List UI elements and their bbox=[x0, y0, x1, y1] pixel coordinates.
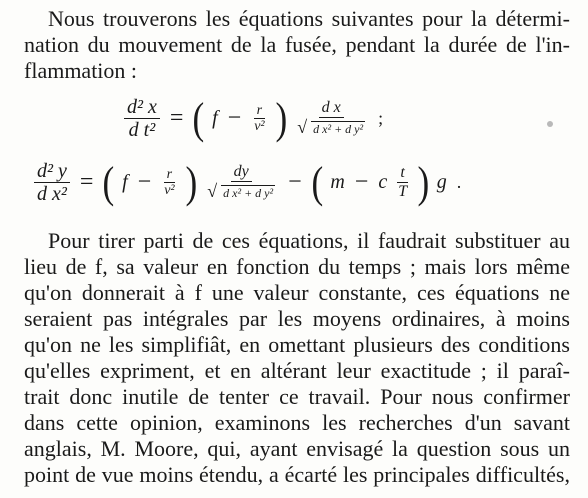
arc-length-radical bbox=[294, 118, 368, 138]
minus-sign: − bbox=[288, 169, 302, 195]
text-line: flammation : bbox=[24, 58, 138, 83]
equation-x bbox=[120, 93, 384, 143]
T-denominator: T bbox=[398, 183, 408, 200]
equals-sign: = bbox=[79, 169, 94, 195]
close-paren: ) bbox=[417, 157, 430, 207]
lhs-numerator: d² y bbox=[34, 160, 70, 183]
lhs-denominator: d x² bbox=[37, 183, 67, 205]
close-paren: ) bbox=[185, 157, 197, 207]
equation-punctuation: ; bbox=[378, 108, 384, 128]
t-over-T-fraction bbox=[395, 164, 410, 200]
text-line: dans cette opinion, examinons les recherches d'un savant bbox=[24, 410, 570, 435]
text-line: anglais, M. Moore, qui, ayant envisagé la question sous un bbox=[24, 436, 570, 461]
arc-length-radical bbox=[204, 182, 278, 202]
lhs-fraction bbox=[124, 96, 160, 141]
dy-over-ds-fraction bbox=[204, 163, 278, 201]
variable-c: c bbox=[378, 171, 388, 193]
dx-over-ds-fraction bbox=[294, 99, 368, 137]
minus-sign: − bbox=[354, 169, 369, 195]
text-line: lieu de f, sa valeur en fonction du temps ; mais lors même bbox=[24, 254, 570, 279]
open-paren: ( bbox=[102, 157, 115, 207]
r-numerator: r bbox=[254, 103, 265, 119]
radicand: d x² + d y² bbox=[313, 122, 364, 136]
text-line: Pour tirer parti de ces équations, il faudrait substituer au bbox=[48, 228, 570, 253]
radical-sign: √ bbox=[297, 117, 308, 137]
radicand: d x² + d y² bbox=[223, 186, 274, 200]
text-line: qu'on ne les simplifiât, en omettant plusieurs des conditions bbox=[24, 332, 570, 357]
close-paren: ) bbox=[275, 93, 287, 143]
text-line: nation du mouvement de la fusée, pendant la durée de l'in- bbox=[24, 32, 570, 57]
r-numerator: r bbox=[164, 167, 175, 183]
v2-denominator: v² bbox=[164, 183, 175, 198]
body-paragraph bbox=[24, 228, 570, 488]
equation-y bbox=[30, 157, 462, 207]
variable-g: g bbox=[436, 171, 447, 193]
equals-sign: = bbox=[169, 105, 184, 131]
equation-punctuation: . bbox=[456, 172, 462, 192]
r-over-v2-fraction bbox=[251, 103, 267, 135]
ink-speck bbox=[547, 121, 553, 127]
t-numerator: t bbox=[397, 164, 407, 183]
variable-f: f bbox=[212, 107, 218, 129]
open-paren: ( bbox=[311, 157, 323, 207]
lhs-numerator: d² x bbox=[124, 96, 160, 119]
dy-numerator: dy bbox=[231, 163, 252, 182]
text-line: qu'on donnerait à f une valeur constante, ces équations ne bbox=[24, 280, 570, 305]
text-line: Nous trouverons les équations suivantes pour la détermi- bbox=[48, 6, 570, 31]
variable-f: f bbox=[122, 171, 128, 193]
lhs-denominator: d t² bbox=[128, 119, 156, 141]
dx-numerator: d x bbox=[319, 99, 344, 118]
text-line: qu'elles expriment, et en altérant leur exactitude ; il paraî- bbox=[24, 358, 570, 383]
minus-sign: − bbox=[227, 105, 242, 131]
open-paren: ( bbox=[192, 93, 205, 143]
radical-sign: √ bbox=[207, 181, 218, 201]
text-line: trait donc inutile de tenter ce travail. Pour nous confirmer bbox=[24, 384, 570, 409]
r-over-v2-fraction bbox=[161, 167, 177, 199]
v2-denominator: v² bbox=[254, 119, 265, 134]
intro-paragraph bbox=[24, 6, 570, 84]
variable-m: m bbox=[330, 171, 345, 193]
text-line: point de vue moins étendu, a écarté les principales difficultés, bbox=[24, 462, 570, 487]
text-line: seraient pas intégrales par les moyens ordinaires, à moins bbox=[24, 306, 570, 331]
lhs-fraction bbox=[34, 160, 70, 205]
minus-sign: − bbox=[137, 169, 152, 195]
